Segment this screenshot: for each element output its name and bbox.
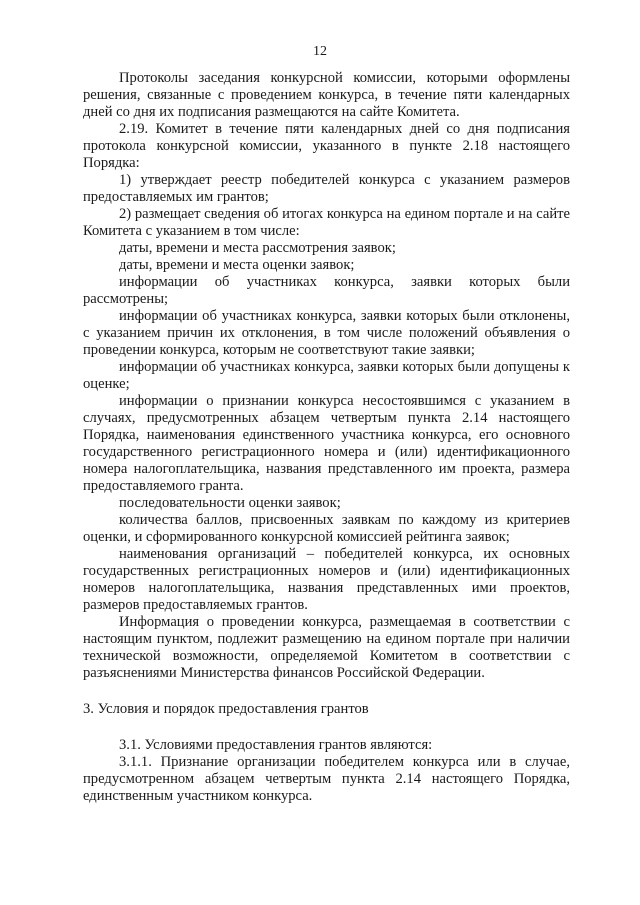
paragraph: последовательности оценки заявок; <box>119 495 341 511</box>
paragraph: информации об участниках конкурса, заявки которых были рассмотрены; <box>83 274 570 307</box>
paragraph: Протоколы заседания конкурсной комиссии, которыми оформлены решения, связанные с проведением конкурса, в течение пяти календарных дней со дня их подписания размещаются на сайте Комитета. <box>83 70 570 120</box>
paragraph: информации об участниках конкурса, заявки которых были отклонены, с указанием причин их отклонения, в том числе положений объявления о проведении конкурса, которым не соответствуют такие заявки; <box>83 308 570 358</box>
paragraph: 3.1.1. Признание организации победителем конкурса или в случае, предусмотренном абзацем четвертым пункта 2.14 настоящего Порядка, единственным участником конкурса. <box>83 754 570 804</box>
paragraph: информации об участниках конкурса, заявки которых были допущены к оценке; <box>83 359 570 392</box>
paragraph: наименования организаций – победителей конкурса, их основных государственных регистрационных номеров и (или) идентификационных номеров налогоплательщика, названия представленных ими проектов, размеров предоставляемых грантов. <box>83 546 570 613</box>
paragraph: 2) размещает сведения об итогах конкурса на едином портале и на сайте Комитета с указанием в том числе: <box>83 206 570 239</box>
paragraph: даты, времени и места рассмотрения заявок; <box>119 240 396 256</box>
section-heading: 3. Условия и порядок предоставления грантов <box>83 701 369 717</box>
paragraph: даты, времени и места оценки заявок; <box>119 257 355 273</box>
paragraph: 2.19. Комитет в течение пяти календарных дней со дня подписания протокола конкурсной комиссии, указанного в пункте 2.18 настоящего Порядка: <box>83 121 570 171</box>
paragraph: информации о признании конкурса несостоявшимся с указанием в случаях, предусмотренных абзацем четвертым пункта 2.14 настоящего Порядка, наименования единственного участника конкурса, его основного государственного регистрационного номера и (или) идентификационного номера налогоплательщика, названия представленного им проекта, размера предоставляемого гранта. <box>83 393 570 494</box>
paragraph: Информация о проведении конкурса, размещаемая в соответствии с настоящим пунктом, подлежит размещению на едином портале при наличии технической возможности, определяемой Комитетом в соответствии с разъяснениями Министерства финансов Российской Федерации. <box>83 614 570 681</box>
page-number: 12 <box>313 44 327 59</box>
paragraph: количества баллов, присвоенных заявкам по каждому из критериев оценки, и сформированного конкурсной комиссией рейтинга заявок; <box>83 512 570 545</box>
document-body <box>83 70 570 805</box>
paragraph: 3.1. Условиями предоставления грантов являются: <box>119 737 433 753</box>
paragraph: 1) утверждает реестр победителей конкурса с указанием размеров предоставляемых им грантов; <box>83 172 570 205</box>
